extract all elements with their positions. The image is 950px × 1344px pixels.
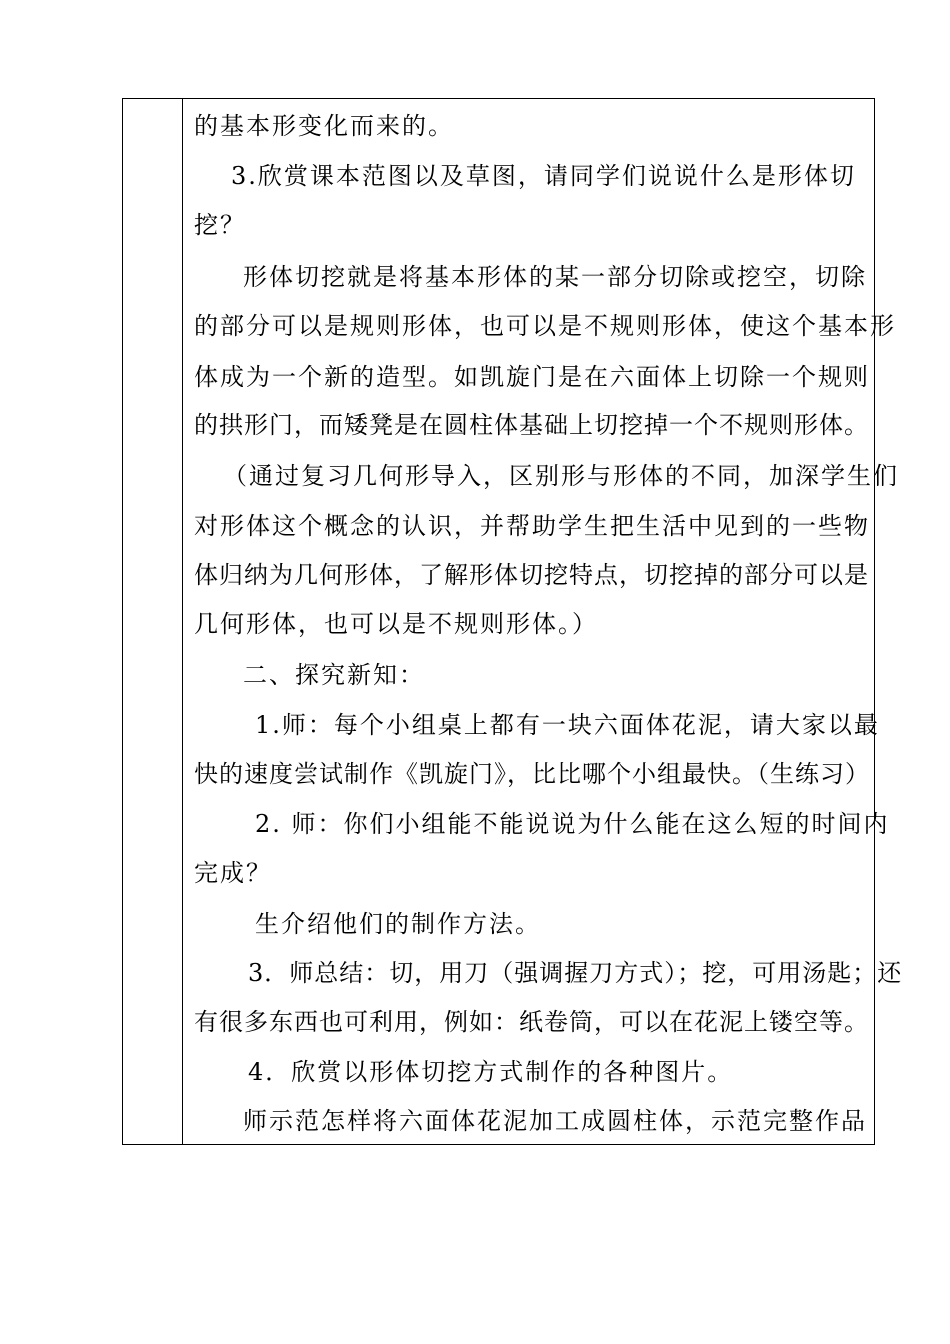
- left-column-cell: [123, 99, 183, 1144]
- content-cell: [183, 99, 903, 1144]
- text-line: 2. 师：你们小组能不能说说为什么能在这么短的时间内: [255, 810, 890, 838]
- text-line: 挖？: [194, 211, 246, 239]
- text-line: 完成？: [194, 859, 272, 887]
- section-heading: 二、探究新知：: [243, 661, 425, 689]
- text-line: 生介绍他们的制作方法。: [255, 910, 541, 938]
- text-line: 有很多东西也可利用，例如：纸卷筒，可以在花泥上镂空等。: [194, 1008, 869, 1036]
- text-line: 3.欣赏课本范图以及草图，请同学们说说什么是形体切: [231, 162, 856, 190]
- text-line: 师示范怎样将六面体花泥加工成圆柱体，示范完整作品: [243, 1107, 867, 1135]
- text-line: 的基本形变化而来的。: [194, 112, 454, 140]
- text-line: 1.师：每个小组桌上都有一块六面体花泥，请大家以最: [255, 711, 880, 739]
- text-line: 3．师总结：切，用刀（强调握刀方式）；挖，可用汤匙；还: [248, 959, 903, 987]
- text-line: 体归纳为几何形体，了解形体切挖特点，切挖掉的部分可以是: [194, 561, 869, 589]
- text-line: （通过复习几何形导入，区别形与形体的不同，加深学生们: [223, 462, 899, 490]
- lesson-table: [122, 98, 903, 1145]
- text-line: 体成为一个新的造型。如凯旋门是在六面体上切除一个规则: [194, 363, 870, 391]
- text-line: 4．欣赏以形体切挖方式制作的各种图片。: [248, 1058, 734, 1086]
- text-line: 几何形体，也可以是不规则形体。）: [194, 610, 598, 638]
- text-line: 快的速度尝试制作《凯旋门》，比比哪个小组最快。（生练习）: [194, 760, 870, 788]
- text-line: 的拱形门，而矮凳是在圆柱体基础上切挖掉一个不规则形体。: [194, 411, 869, 439]
- text-line: 形体切挖就是将基本形体的某一部分切除或挖空，切除: [243, 263, 867, 291]
- text-line: 的部分可以是规则形体，也可以是不规则形体，使这个基本形: [194, 312, 896, 340]
- text-line: 对形体这个概念的认识，并帮助学生把生活中见到的一些物: [194, 512, 870, 540]
